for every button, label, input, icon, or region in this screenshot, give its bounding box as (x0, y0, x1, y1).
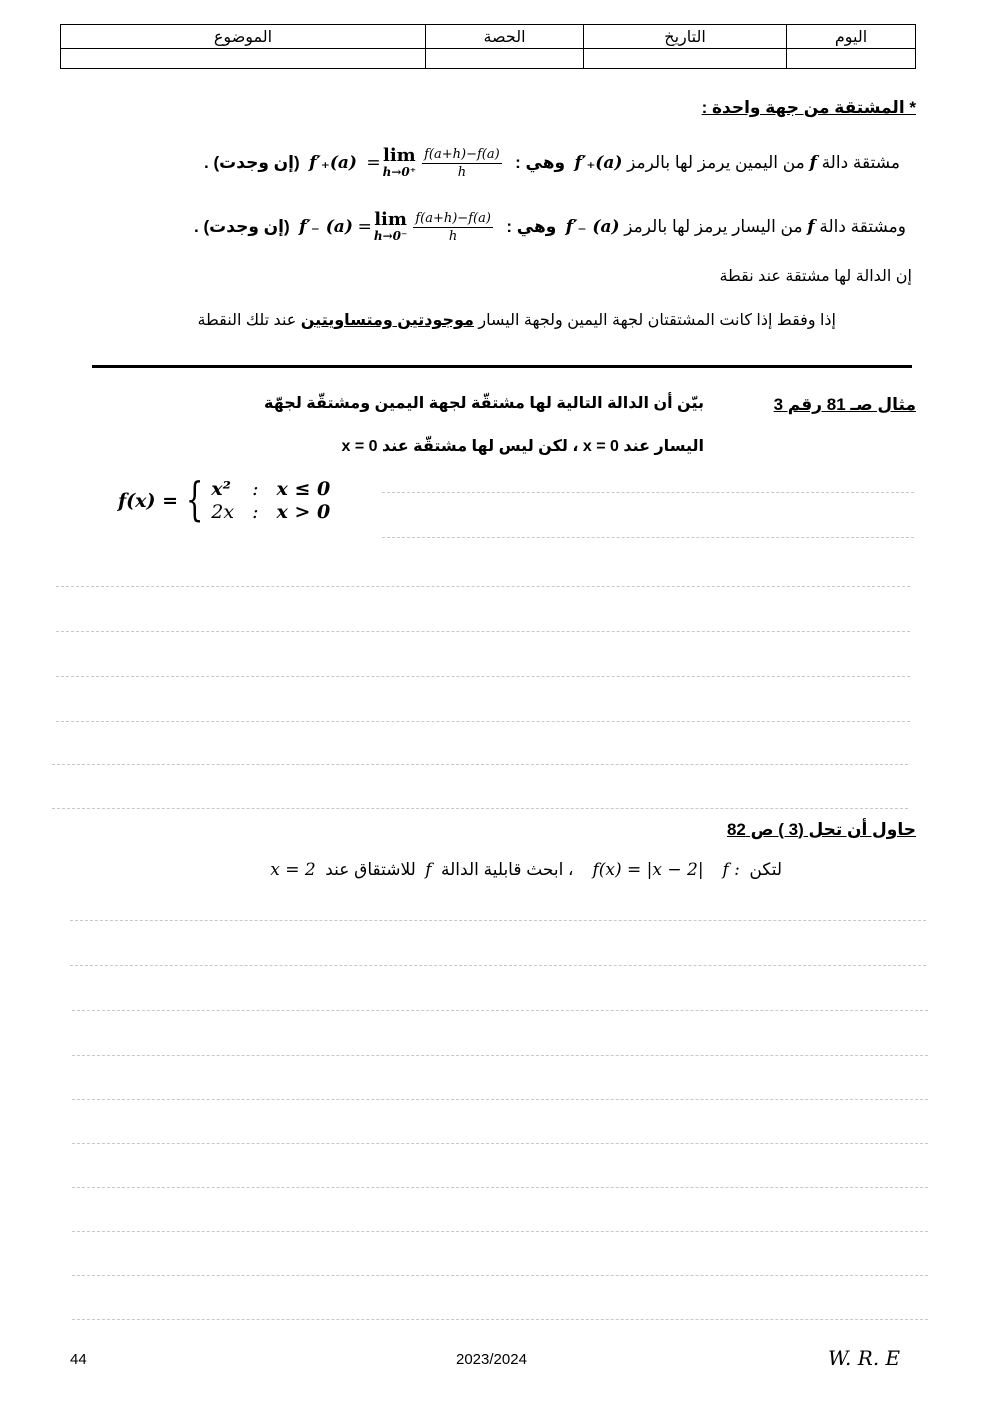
answer-line (56, 676, 910, 677)
right-lim-sub: h→0⁺ (382, 165, 417, 180)
right-derivative-definition (40, 138, 900, 188)
piecewise-cases (211, 478, 330, 524)
exercise-title: حاول أن تحل (3 ) ص 82 (726, 820, 916, 839)
right-frac-den: h (457, 164, 467, 180)
header-subject: الموضوع (61, 25, 426, 49)
left-end: . (194, 217, 199, 236)
answer-line (72, 1055, 928, 1056)
right-text2: من اليمين يرمز لها بالرمز (627, 153, 805, 172)
header-subject-value (61, 49, 426, 69)
example-line-1: بيّن أن الدالة التالية لها مشتقّة لجهة اليمين ومشتقّة لجهّة (264, 395, 704, 412)
brace-icon: { (185, 472, 204, 526)
right-eq: = (366, 153, 381, 173)
case1-expr: x² (211, 478, 231, 500)
header-day-value (787, 49, 916, 69)
header-session: الحصة (426, 25, 584, 49)
right-f: f (809, 153, 817, 173)
piecewise-function (118, 472, 331, 527)
exercise-f2: f (425, 860, 432, 880)
right-note: (إن وجدت) (213, 153, 300, 172)
left-text: ومشتقة دالة (819, 217, 906, 236)
exercise-func: f(x) = |x − 2| (592, 860, 704, 880)
school-year: 2023/2024 (456, 1351, 527, 1368)
header-date-value (584, 49, 787, 69)
header-table (60, 24, 916, 69)
exercise-text-b: ، ابحث قابلية الدالة (441, 860, 574, 879)
header-day: اليوم (787, 25, 916, 49)
right-symbol: f′₊(a) (574, 153, 623, 173)
example-label: مثال صـ 81 رقم 3 (773, 395, 916, 414)
answer-line (382, 537, 914, 538)
exercise-let: لتكن (749, 860, 782, 879)
exercise-text-c: للاشتقاق عند (325, 860, 416, 879)
left-lim-word: lim (374, 209, 407, 231)
answer-line (72, 1275, 928, 1276)
case1-sep: : (252, 478, 259, 500)
answer-line (56, 631, 910, 632)
right-end: . (204, 153, 209, 172)
right-frac-num: f(a+h)−f(a) (424, 146, 500, 162)
right-lhs: f′₊(a) (309, 153, 357, 173)
theorem-line-1: إن الدالة لها مشتقة عند نقطة (719, 268, 912, 285)
exercise-f: f : (722, 860, 740, 880)
theorem-part-a: إذا وفقط إذا كانت المشتقتان لجهة اليمين ولجهة اليسار (478, 312, 836, 329)
left-frac-num: f(a+h)−f(a) (415, 210, 491, 226)
answer-line (52, 808, 908, 809)
answer-line (72, 1010, 928, 1011)
left-derivative-definition (40, 202, 906, 252)
case2-expr: 2x (211, 501, 235, 523)
left-eq: = (357, 217, 372, 237)
left-limit (374, 211, 407, 242)
answer-line (382, 492, 914, 493)
right-limit (383, 147, 416, 178)
left-text2: من اليسار يرمز لها بالرمز (624, 217, 803, 236)
left-frac-den: h (448, 228, 458, 244)
case2-cond: x > 0 (276, 501, 331, 523)
right-fraction (422, 147, 502, 180)
right-formula (309, 147, 506, 180)
func-lhs: f(x) = (118, 490, 179, 512)
exercise-statement (270, 860, 782, 880)
answer-line (72, 1231, 928, 1232)
author-signature: W. R. E (828, 1346, 901, 1370)
theorem-part-b: موجودتين ومتساويتين (300, 312, 474, 329)
answer-line (56, 586, 910, 587)
answer-line (72, 1319, 928, 1320)
section-title: * المشتقة من جهة واحدة : (701, 98, 916, 117)
left-symbol: f′₋ (a) (565, 217, 620, 237)
right-wahi: وهي : (515, 153, 566, 172)
left-fraction (413, 211, 493, 244)
left-lhs: f′₋ (a) (299, 217, 353, 237)
header-date: التاريخ (584, 25, 787, 49)
page-number: 44 (70, 1351, 87, 1368)
left-lim-sub: h→0⁻ (373, 229, 408, 244)
answer-line (70, 965, 926, 966)
right-text: مشتقة دالة (821, 153, 900, 172)
answer-line (52, 764, 908, 765)
case1-cond: x ≤ 0 (276, 478, 331, 500)
header-session-value (426, 49, 584, 69)
answer-line (70, 920, 926, 921)
case2-sep: : (252, 501, 259, 523)
answer-line (56, 721, 910, 722)
theorem-line-2 (197, 310, 836, 330)
answer-line (72, 1099, 928, 1100)
left-note: (إن وجدت) (203, 217, 290, 236)
exercise-point: x = 2 (270, 860, 316, 880)
left-formula (299, 211, 497, 244)
left-wahi: وهي : (506, 217, 557, 236)
section-divider (92, 365, 912, 368)
right-lim-word: lim (383, 145, 416, 167)
answer-line (72, 1143, 928, 1144)
theorem-part-c: عند تلك النقطة (197, 312, 297, 329)
left-f: f (807, 217, 815, 237)
example-line-2: اليسار عند x = 0 ، لكن ليس لها مشتقّة عند x = 0 (341, 438, 704, 455)
answer-line (72, 1187, 928, 1188)
